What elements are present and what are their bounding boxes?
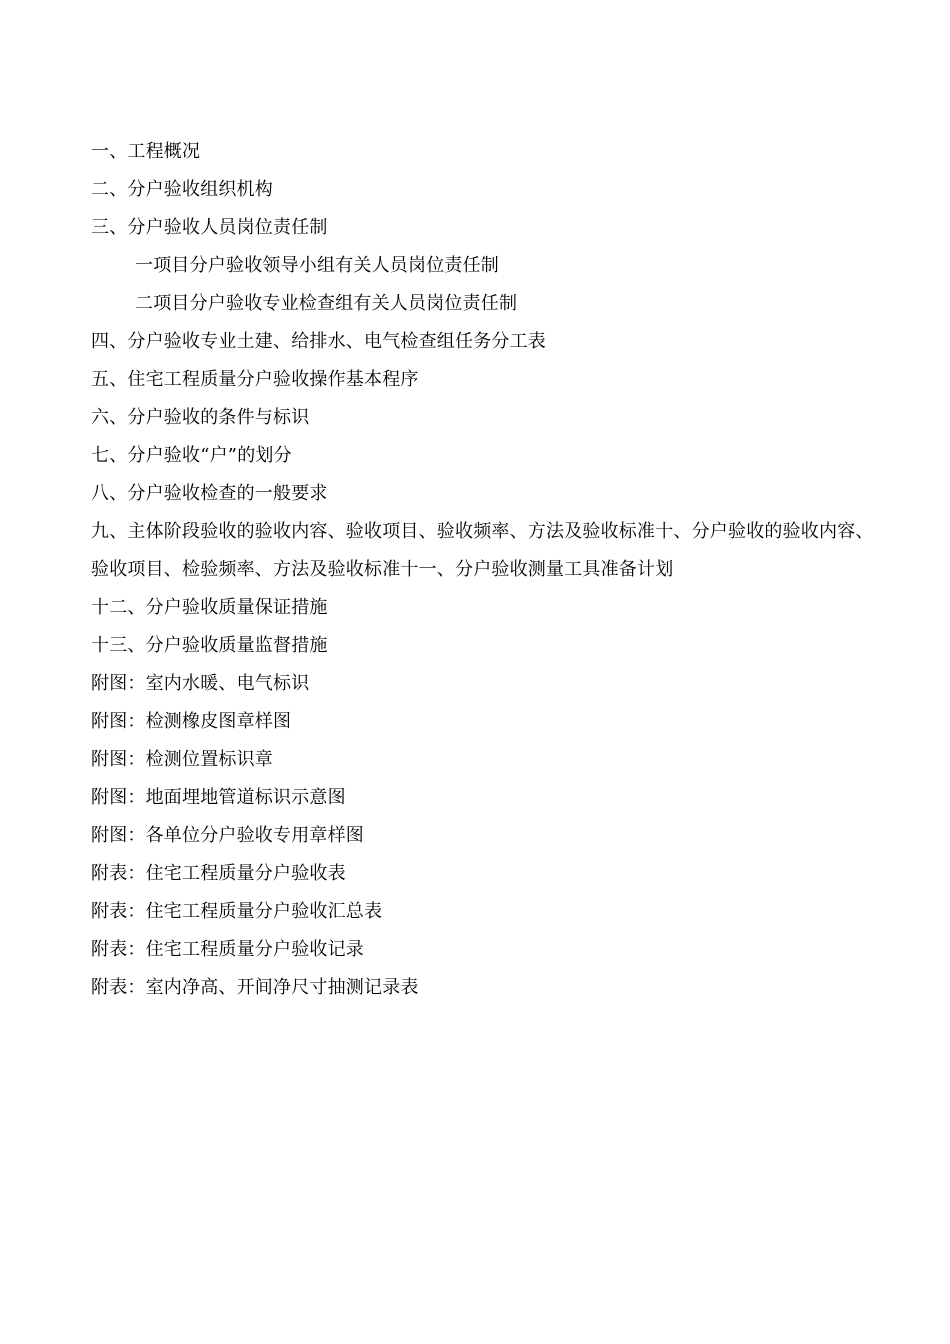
toc-appendix-figure-1: 附图：室内水暖、电气标识 [91,673,310,694]
toc-subitem-3-2: 二项目分户验收专业检查组有关人员岗位责任制 [135,293,518,314]
toc-appendix-table-1: 附表：住宅工程质量分户验收表 [91,863,346,884]
toc-item-1: 一、工程概况 [91,141,201,162]
toc-item-12: 十二、分户验收质量保证措施 [91,597,328,618]
toc-item-3: 三、分户验收人员岗位责任制 [91,217,328,238]
toc-subitem-3-1: 一项目分户验收领导小组有关人员岗位责任制 [135,255,499,276]
toc-item-6: 六、分户验收的条件与标识 [91,407,310,428]
toc-item-4: 四、分户验收专业土建、给排水、电气检查组任务分工表 [91,331,546,352]
toc-item-2: 二、分户验收组织机构 [91,179,273,200]
toc-item-8: 八、分户验收检查的一般要求 [91,483,328,504]
toc-appendix-table-3: 附表：住宅工程质量分户验收记录 [91,939,364,960]
table-of-contents [91,133,881,1007]
toc-appendix-table-2: 附表：住宅工程质量分户验收汇总表 [91,901,383,922]
toc-appendix-table-4: 附表：室内净高、开间净尺寸抽测记录表 [91,977,419,998]
toc-item-9-10-11: 九、主体阶段验收的验收内容、验收项目、验收频率、方法及验收标准十、分户验收的验收内容、验收项目、检验频率、方法及验收标准十一、分户验收测量工具准备计划 [91,521,874,580]
toc-appendix-figure-4: 附图：地面埋地管道标识示意图 [91,787,346,808]
toc-item-5: 五、住宅工程质量分户验收操作基本程序 [91,369,419,390]
toc-appendix-figure-5: 附图：各单位分户验收专用章样图 [91,825,364,846]
toc-item-7: 七、分户验收“户”的划分 [91,445,292,466]
toc-appendix-figure-3: 附图：检测位置标识章 [91,749,273,770]
toc-item-13: 十三、分户验收质量监督措施 [91,635,328,656]
toc-appendix-figure-2: 附图：检测橡皮图章样图 [91,711,292,732]
